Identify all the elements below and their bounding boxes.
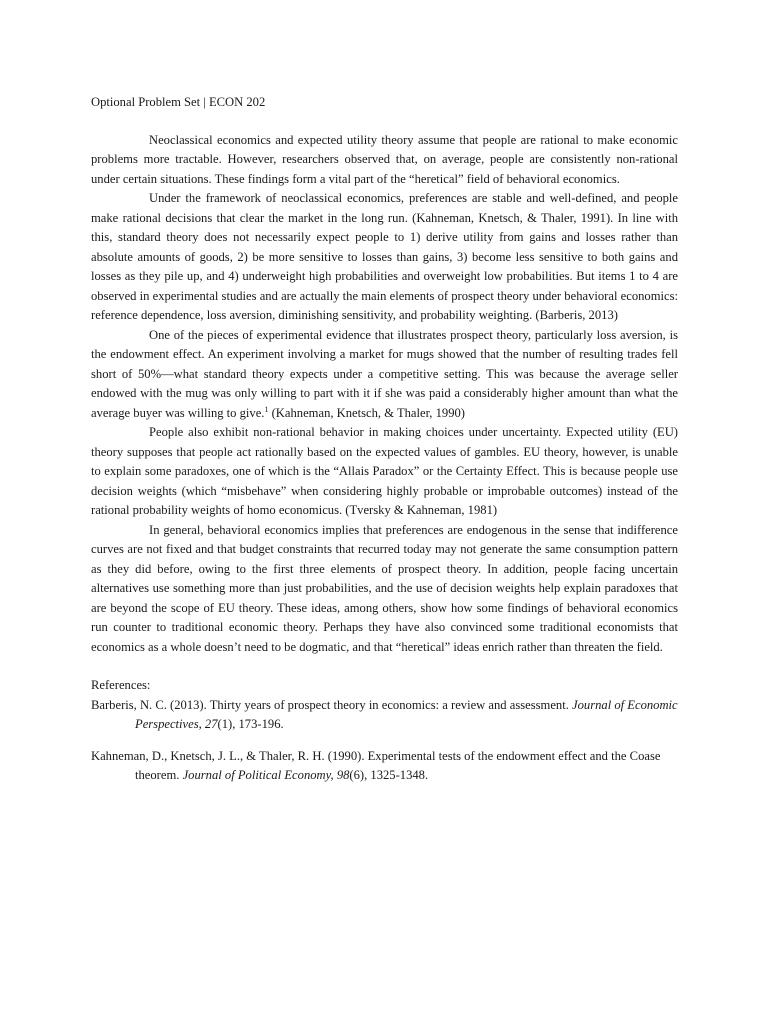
document-page xyxy=(91,93,678,786)
reference-journal: Journal of Political Economy, 98 xyxy=(182,768,350,782)
reference-issue-pages: (6), 1325-1348. xyxy=(349,768,429,782)
paragraph-rationality: Neoclassical economics and expected utility theory assume that people are rational to make economic problems more tractable. However, researchers observed that, on average, people are consistently non-rational under certain situations. These findings form a vital part of the “heretical” field of behavioral economics. xyxy=(91,132,678,186)
reference-authors-title: Barberis, N. C. (2013). Thirty years of prospect theory in economics: a review and assessment. xyxy=(91,697,569,712)
reference-authors-title: Kahneman, D., Knetsch, J. L., & Thaler, R. H. (1990). Experimental tests of the endowment effect and the Coase theorem. xyxy=(91,748,661,782)
paragraph-prospect-theory: Under the framework of neoclassical economics, preferences are stable and well-defined, and people make rational decisions that clear the market in the long run. (Kahneman, Knetsch, & Thaler, 1991). In line with this, standard theory does not necessarily expect people to 1) derive utility from gains and losses rather than absolute amounts of goods, 2) be more sensitive to losses than gains, 3) become less sensitive to both gains and losses as they pile up, and 4) underweight high probabilities and overweight low probabilities. But items 1 to 4 are observed in experimental studies and are actually the main elements of prospect theory under behavioral economics: reference dependence, loss aversion, diminishing sensitivity, and probability weighting. (Barberis, 2013) xyxy=(91,191,678,322)
document-body xyxy=(91,131,678,658)
references-heading: References: xyxy=(91,678,151,692)
paragraph-uncertainty: People also exhibit non-rational behavior in making choices under uncertainty. Expected utility (EU) theory supposes that people act rationally based on the expected values of gambles. EU theory, however, is unable to explain some paradoxes, one of which is the “Allais Paradox” or the Certainty Effect. This is because people use decision weights (which “misbehave” when considering highly probable or improbable outcomes) instead of the rational probability weights of homo economicus. (Tversky & Kahneman, 1981) xyxy=(91,425,678,517)
paragraph-endowment-effect xyxy=(91,326,678,424)
reference-issue-pages: (1), 173-196. xyxy=(217,717,284,731)
reference-item xyxy=(91,747,678,786)
document-title: Optional Problem Set | ECON 202 xyxy=(91,95,266,109)
endowment-effect-text: One of the pieces of experimental evidence that illustrates prospect theory, particularly loss aversion, is the endowment effect. An experiment involving a market for mugs showed that the number of resulting trades fell short of 50%—what standard theory expects under a competitive setting. This was because the average seller endowed with the mug was only willing to part with it if she was paid a considerably higher amount than what the average buyer was willing to give. xyxy=(91,327,678,420)
footnote-marker[interactable]: 1 xyxy=(264,404,269,414)
reference-item xyxy=(91,696,678,735)
reference-journal: Journal of Economic Perspectives, 27 xyxy=(135,697,678,731)
paragraph-conclusion: In general, behavioral economics implies that preferences are endogenous in the sense that indifference curves are not fixed and that budget constraints that recurred today may not generate the same consumption pattern as they did before, owing to the first three elements of prospect theory. In addition, people facing uncertain alternatives use something more than just probabilities, and the use of decision weights help explain paradoxes that are beyond the scope of EU theory. These ideas, among others, show how some findings of behavioral economics run counter to traditional economic theory. Perhaps they have also convinced some traditional economists that economics as a whole doesn’t need to be dogmatic, and that “heretical” ideas enrich rather than threaten the field. xyxy=(91,522,678,654)
endowment-effect-citation: (Kahneman, Knetsch, & Thaler, 1990) xyxy=(268,405,465,420)
